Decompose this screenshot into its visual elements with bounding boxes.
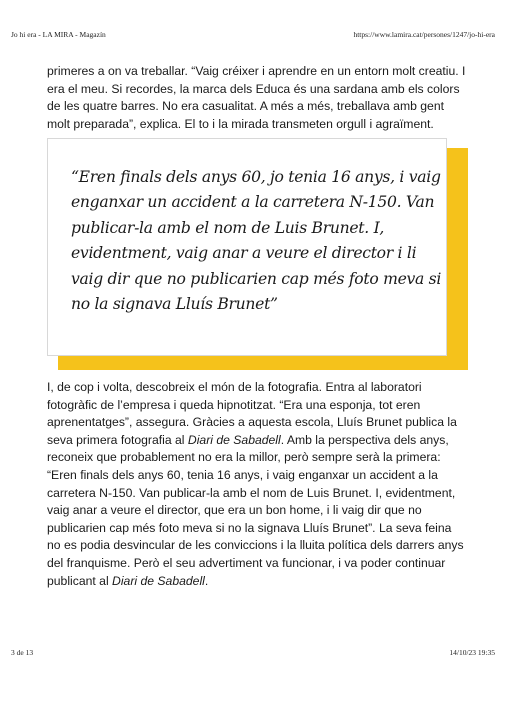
paragraph-span: I, de cop i volta, descobreix el món de la fotografia. Entra al laboratori fotogràfic de l’empresa i queda hipnotitzat. “Era una esponja, tot eren aprenentatges”, assegura. Gràcies a aquesta escola, Lluís Brunet publica la seva primera fotografia al — [47, 380, 457, 447]
paragraph-span: . — [204, 573, 209, 588]
article-paragraph — [47, 379, 467, 590]
print-footer — [11, 648, 495, 657]
page-counter: 3 de 13 — [11, 648, 34, 657]
pull-quote-text: “Eren finals dels anys 60, jo tenia 16 anys, i vaig enganxar un accident a la carretera N-150. Van publicar-la amb el nom de Luis Brunet. I, evidentment, vaig anar a veure el director i li vaig dir que no publicarien cap més foto meva si no la signava Lluís Brunet” — [71, 168, 442, 314]
newspaper-name: Diari de Sabadell — [187, 432, 281, 447]
page-title: Jo hi era - LA MIRA - Magazín — [11, 30, 106, 39]
paragraph-span: . Amb la perspectiva dels anys, reconeix que probablement no era la millor, però sempre serà la primera: “Eren finals dels anys 60, tenia 16 anys, i vaig enganxar un accident a la carretera N-150. Van publicar-la amb el nom de Luis Brunet. I, evidentment, vaig anar a veure el director, que era un bon home, i li vaig dir que no publicarien cap més foto meva si no la signava Lluís Brunet”. La seva feina no es podia desvincular de les conviccions i la lluita política dels darrers anys del franquisme. Però el seu advertiment va funcionar, i va poder continuar publicant al — [47, 432, 464, 588]
page-url: https://www.lamira.cat/persones/1247/jo-hi-era — [353, 30, 495, 39]
paragraph-text — [47, 379, 467, 590]
article-paragraph — [47, 63, 467, 133]
newspaper-name: Diari de Sabadell — [112, 573, 205, 588]
paragraph-text: primeres a on va treballar. “Vaig créixer i aprendre en un entorn molt creatiu. I era el meu. Si recordes, la marca dels Educa és una sardana amb els colors de les quatre barres. No era casualitat. A més a més, treballava amb gent molt preparada”, explica. El to i la mirada transmeten orgull i agraïment. — [47, 64, 466, 131]
print-header — [11, 30, 495, 39]
print-datetime: 14/10/23 19:35 — [449, 648, 495, 657]
